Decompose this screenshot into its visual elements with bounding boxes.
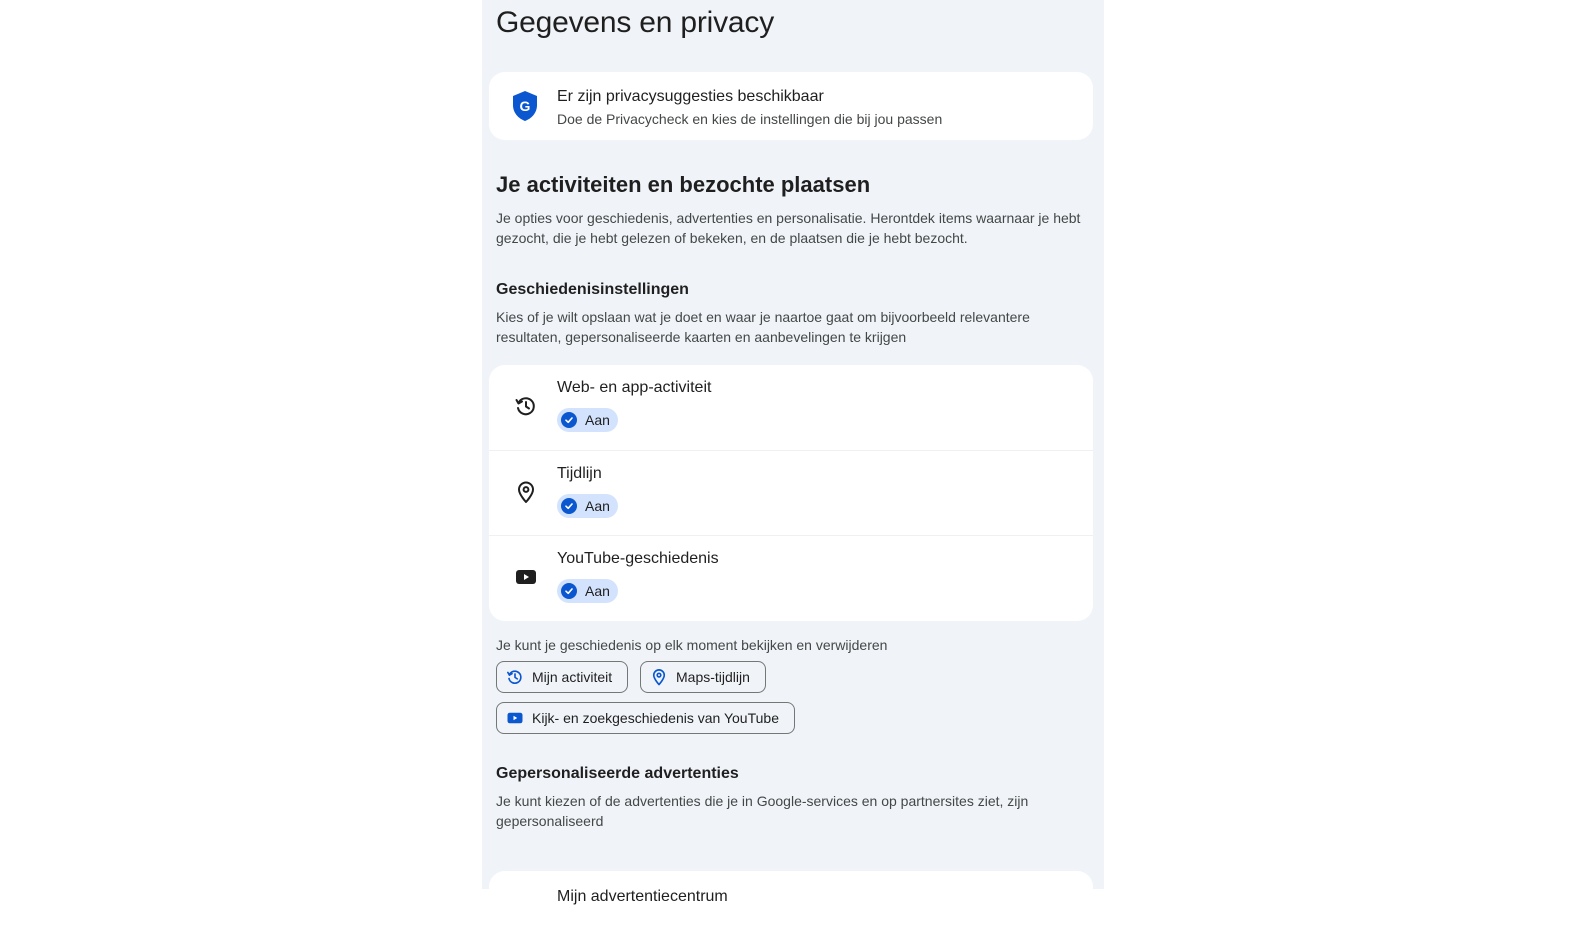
ads-section-description: Je kunt kiezen of de advertenties die je in Google-services en op partnersites ziet, zijn gepersonaliseerd (496, 793, 1029, 829)
history-settings-heading: Geschiedenisinstellingen (496, 281, 689, 298)
setting-youtube-history[interactable] (489, 535, 1093, 620)
button-label: Maps-tijdlijn (676, 669, 750, 685)
suggestion-subtitle: Doe de Privacycheck en kies de instellingen die bij jou passen (557, 111, 943, 127)
status-chip (557, 408, 618, 432)
google-shield-icon (511, 90, 539, 122)
history-icon (506, 668, 524, 686)
status-label: Aan (585, 412, 610, 428)
status-label: Aan (585, 583, 610, 599)
history-settings-card (489, 365, 1093, 621)
my-activity-button[interactable] (496, 661, 628, 693)
button-label: Kijk- en zoekgeschiedenis van YouTube (532, 710, 779, 726)
location-pin-icon (514, 480, 538, 504)
status-label: Aan (585, 498, 610, 514)
svg-text:G: G (519, 98, 531, 114)
setting-label: Web- en app-activiteit (557, 379, 712, 396)
ad-center-card[interactable] (489, 871, 1093, 931)
status-chip (557, 494, 618, 518)
button-label: Mijn activiteit (532, 669, 613, 685)
setting-label: Tijdlijn (557, 465, 602, 482)
status-chip (557, 579, 618, 603)
history-settings-description: Kies of je wilt opslaan wat je doet en waar je naartoe gaat om bijvoorbeeld relevantere resultaten, gepersonaliseerde kaarten en aanbevelingen te krijgen (496, 309, 1030, 345)
history-icon (514, 394, 538, 418)
check-icon (561, 412, 577, 428)
youtube-history-button[interactable] (496, 702, 795, 734)
privacy-suggestion-card[interactable] (489, 72, 1093, 140)
suggestion-title: Er zijn privacysuggesties beschikbaar (557, 88, 824, 105)
activity-section-heading: Je activiteiten en bezochte plaatsen (496, 172, 871, 197)
location-pin-icon (650, 668, 668, 686)
check-icon (561, 498, 577, 514)
history-hint: Je kunt je geschiedenis op elk moment bekijken en verwijderen (496, 637, 888, 653)
youtube-icon (514, 565, 538, 589)
check-icon (561, 583, 577, 599)
setting-timeline[interactable] (489, 450, 1093, 535)
ads-section-heading: Gepersonaliseerde advertenties (496, 765, 739, 782)
activity-section-description: Je opties voor geschiedenis, advertenties en personalisatie. Herontdek items waarnaar je hebt gezocht, die je hebt gelezen of bekeken, en de plaatsen die je hebt bezocht. (496, 210, 1081, 246)
setting-web-app-activity[interactable] (489, 365, 1093, 450)
youtube-icon (506, 709, 524, 727)
page-title: Gegevens en privacy (496, 6, 775, 39)
setting-label: YouTube-geschiedenis (557, 550, 719, 567)
maps-timeline-button[interactable] (640, 661, 766, 693)
privacy-page (482, 0, 1104, 905)
ad-center-label: Mijn advertentiecentrum (557, 888, 728, 905)
